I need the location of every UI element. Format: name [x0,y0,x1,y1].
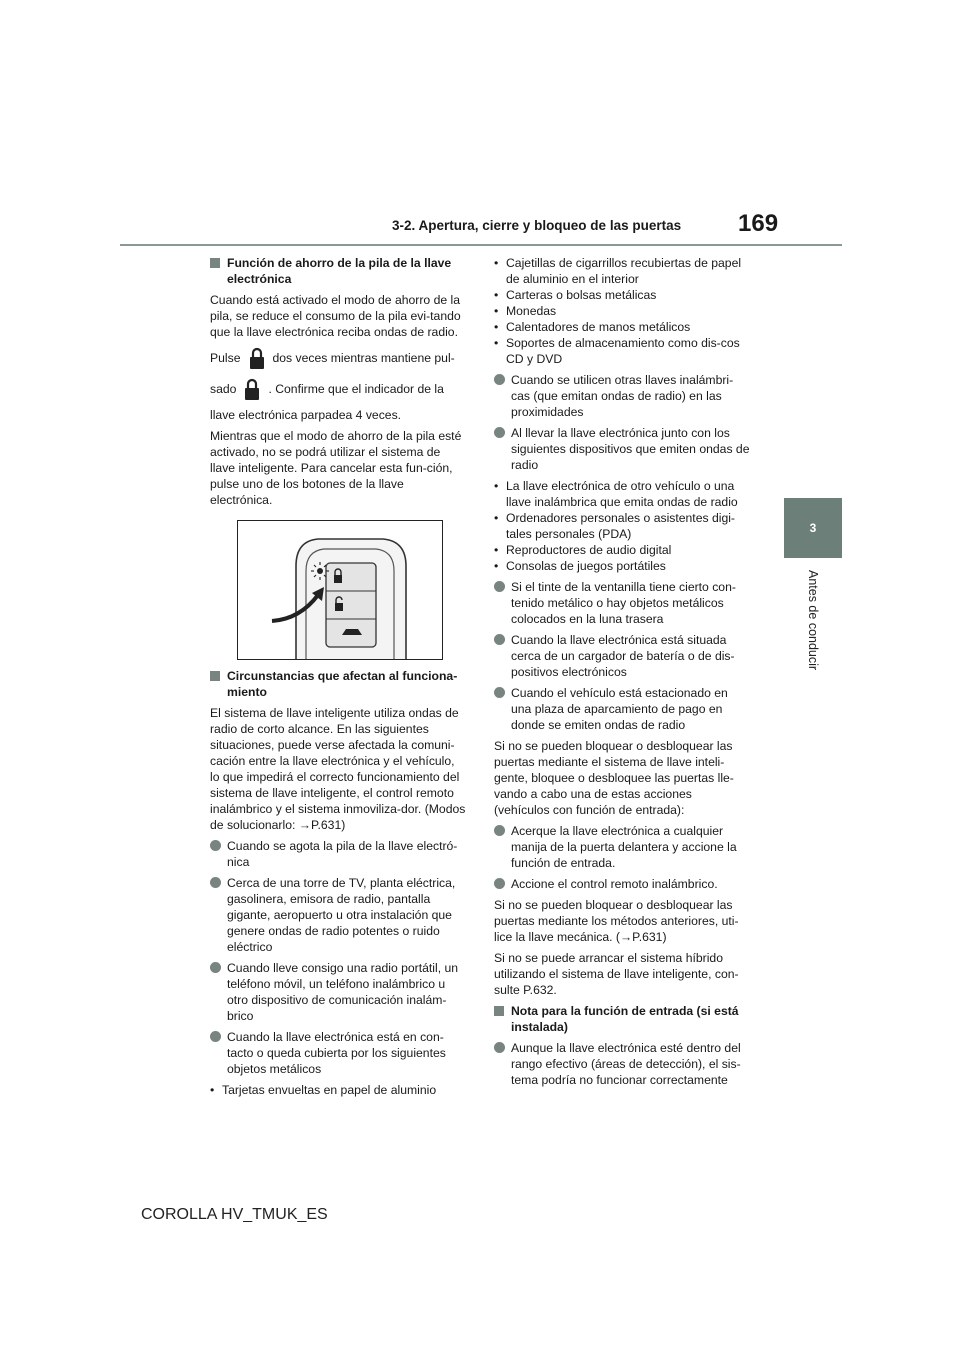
paragraph: Si no se pueden bloquear o desbloquear las puertas mediante el sistema de llave inteli-gente, bloquee o desbloquee las puertas lle-vando a cabo una de estas acciones (vehículos con función de entrada): [494,739,734,817]
sub-list-item-text: Cajetillas de cigarrillos recubiertas de papel de aluminio en el interior [506,256,742,286]
list-item-text: Cuando lleve consigo una radio portátil, un teléfono móvil, un teléfono inalámbrico u otro dispositivo de comunicación inalám-brico [227,961,459,1023]
header-rule [120,244,842,246]
bullet-icon: • [494,336,499,350]
bullet-icon: • [494,511,499,525]
sub-list-item [494,255,750,287]
list-item-text: Cerca de una torre de TV, planta eléctrica, gasolinera, emisora de radio, pantalla gigante, aeropuerto u otra instalación que genere ondas de radio potentes o ruido eléctrico [227,876,456,954]
circle-bullet-icon [494,1042,505,1053]
sub-list-item-text: Tarjetas envueltas en papel de aluminio [222,1083,437,1097]
paragraph: Si no se pueden bloquear o desbloquear las puertas mediante los métodos anteriores, uti-lice la llave mecánica. (→P.631) [494,898,739,944]
sub-list-item-text: Calentadores de manos metálicos [506,320,691,334]
circle-bullet-icon [210,962,221,973]
sub-list-item [494,542,750,558]
sub-list-item [494,335,750,367]
paragraph: Mientras que el modo de ahorro de la pila esté activado, no se podrá utilizar el sistema de llave inteligente. Para cancelar esta fun-ción, pulse uno de los botones de la llave electrónica. [210,429,462,507]
lock-button-icon [248,347,266,371]
text: dos veces mientras mantiene pul- [272,351,455,365]
circle-bullet-icon [494,427,505,438]
footer-model-code: COROLLA HV_TMUK_ES [141,1206,328,1223]
sub-list-item [494,287,750,303]
lock-button-icon [243,378,261,402]
list-item [494,1040,750,1088]
bullet-icon: • [494,304,499,318]
circle-bullet-icon [494,825,505,836]
bullet-icon: • [494,543,499,557]
sub-list-item [494,478,750,510]
list-item [494,372,750,420]
circle-bullet-icon [210,840,221,851]
text: Pulse [210,351,241,365]
sub-list-item-text: Monedas [506,304,557,318]
circle-bullet-icon [210,877,221,888]
paragraph: Cuando está activado el modo de ahorro de la pila, se reduce el consumo de la pila evi-tando que la llave electrónica reciba ondas de radio. [210,293,461,339]
list-item [210,960,466,1024]
sub-list-item-text: Carteras o bolsas metálicas [506,288,657,302]
heading-text: Función de ahorro de la pila de la llave electrónica [227,256,452,286]
section-title: 3-2. Apertura, cierre y bloqueo de las puertas [392,218,682,233]
text: . Confirme que el indicador de la [268,382,444,396]
sub-list-item-text: Reproductores de audio digital [506,543,672,557]
sub-list-item [494,303,750,319]
square-bullet-icon [210,258,220,268]
circle-bullet-icon [494,878,505,889]
bullet-icon: • [494,288,499,302]
circle-bullet-icon [210,1031,221,1042]
bullet-icon: • [494,479,499,493]
list-item-text: Accione el control remoto inalámbrico. [511,877,718,891]
square-bullet-icon [494,1006,504,1016]
list-item [494,685,750,733]
list-item [494,823,750,871]
list-item [210,875,466,955]
chapter-tab [784,498,842,558]
sub-list-item-text: Soportes de almacenamiento como dis-cos CD y DVD [506,336,740,366]
instruction-line [210,345,466,371]
list-item-text: Cuando se utilicen otras llaves inalámbri-cas (que emitan ondas de radio) en las proximidades [511,373,734,419]
list-item [494,579,750,627]
list-item [494,425,750,473]
sub-list-item [494,319,750,335]
section-heading [210,668,466,700]
circle-bullet-icon [494,581,505,592]
bullet-icon: • [494,256,499,270]
sub-list-item [210,1082,466,1098]
sub-list [494,255,750,367]
circle-bullet-icon [494,374,505,385]
chapter-label: Antes de conducir [806,570,820,671]
circle-bullet-icon [494,687,505,698]
list-item-text: Cuando la llave electrónica está situada cerca de un cargador de batería o de dis-positivos electrónicos [511,633,735,679]
bullet-icon: • [494,320,499,334]
sub-list-item [494,510,750,542]
sub-list-item-text: Consolas de juegos portátiles [506,559,666,573]
left-column [210,255,466,1098]
list-item-text: Acerque la llave electrónica a cualquier manija de la puerta delantera y accione la función de entrada. [511,824,737,870]
paragraph: El sistema de llave inteligente utiliza ondas de radio de corto alcance. En las siguientes situaciones, puede verse afectada la comuni-cación entre la llave electrónica y el vehículo, lo que impedirá el correcto funcionamiento del sistema de llave inteligente, el control remoto inalámbrico y el sistema inmoviliza-dor. (Modos de solucionarlo: →P.631) [210,706,466,832]
list-item-text: Si el tinte de la ventanilla tiene cierto con-tenido metálico o hay objetos metálicos colocados en la luna trasera [511,580,736,626]
electronic-key-icon [238,521,442,659]
sub-list-item-text: La llave electrónica de otro vehículo o una llave inalámbrica que emita ondas de radio [506,479,738,509]
bullet-icon: • [494,559,499,573]
section-heading [494,1003,750,1035]
text: sado [210,382,237,396]
list-item [494,876,750,892]
list-item-text: Al llevar la llave electrónica junto con los siguientes dispositivos que emiten ondas de radio [511,426,750,472]
bullet-icon: • [210,1083,215,1097]
heading-text: Circunstancias que afectan al funciona-miento [227,669,458,699]
instruction-line [210,376,466,402]
sub-list-item [494,558,750,574]
list-item-text: Cuando el vehículo está estacionado en una plaza de aparcamiento de pago en donde se emiten ondas de radio [511,686,728,732]
right-column [494,255,750,1093]
chapter-number: 3 [809,521,817,535]
list-item [210,838,466,870]
list-item-text: Cuando se agota la pila de la llave electró-nica [227,839,458,869]
sub-list [494,478,750,574]
list-item [494,632,750,680]
page-number: 169 [738,210,779,237]
section-heading [210,255,466,287]
paragraph: llave electrónica parpadea 4 veces. [210,408,402,422]
list-item [210,1029,466,1077]
list-item-text: Aunque la llave electrónica esté dentro del rango efectivo (áreas de detección), el sis-tema podría no funcionar correctamente [511,1041,741,1087]
heading-text: Nota para la función de entrada (si está instalada) [511,1004,739,1034]
list-item-text: Cuando la llave electrónica está en con-tacto o queda cubierta por los siguientes objetos metálicos [227,1030,446,1076]
square-bullet-icon [210,671,220,681]
circle-bullet-icon [494,634,505,645]
sub-list-item-text: Ordenadores personales o asistentes digi-tales personales (PDA) [506,511,735,541]
key-illustration [237,520,443,660]
paragraph: Si no se puede arrancar el sistema híbrido utilizando el sistema de llave inteligente, con-sulte P.632. [494,951,739,997]
